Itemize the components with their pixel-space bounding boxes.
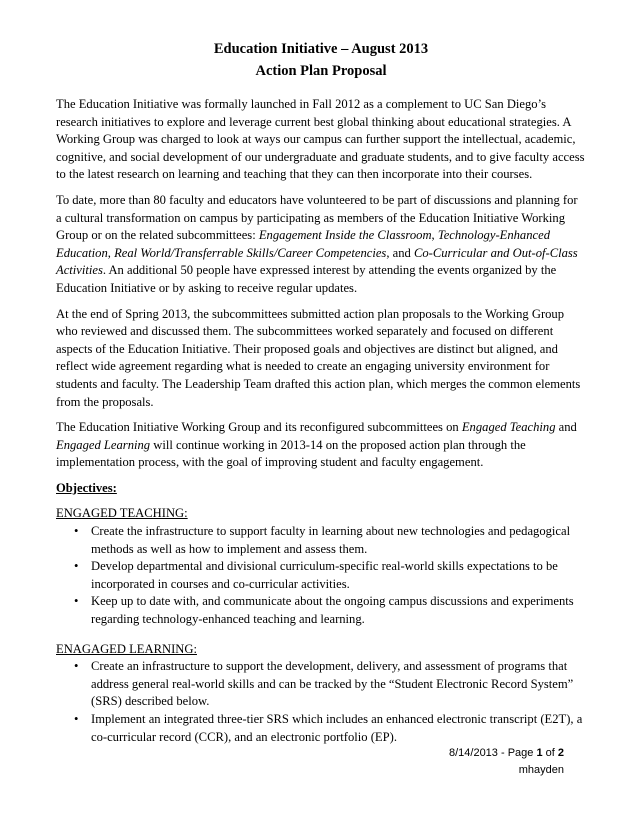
subcommittee-name: Engagement Inside the Classroom — [258, 228, 432, 243]
bullet-icon: • — [74, 712, 79, 726]
text-run: , and — [386, 245, 414, 260]
text-run: and — [555, 420, 577, 435]
list-item — [74, 593, 586, 628]
footer-author: mhayden — [518, 764, 564, 776]
list-item — [74, 711, 586, 746]
document-subtitle: Action Plan Proposal — [255, 63, 387, 79]
text-run: , — [107, 245, 115, 260]
subcommittee-name: Co-Curricular and Out-of-Class Activities — [56, 245, 578, 278]
list-item-text: Implement an integrated three-tier SRS which includes an enhanced electronic transcript (E2T), a co-curricular record (CCR), and an electronic portfolio (EP). — [91, 712, 583, 744]
bullet-icon: • — [74, 559, 79, 574]
engaged-learning-heading: ENAGAGED LEARNING: — [56, 641, 197, 656]
paragraph-intro: The Education Initiative was formally launched in Fall 2012 as a complement to UC San Diego’s research initiatives to explore and leverage current best global thinking about educational strategies. A Working Group was charged to look at ways our campus can further support the intellectual, academic, cognitive, and social development of our undergraduate and graduate students, and to give faculty access to the latest research on learning and teaching that they can then incorporate into their courses. — [56, 97, 585, 182]
subcommittee-name: Real World/Transferrable Skills/Career Competencies — [114, 245, 387, 260]
bullet-icon: • — [74, 659, 79, 674]
bullet-icon: • — [74, 594, 79, 609]
list-item-text: Develop departmental and divisional curriculum-specific real-world skills expectations to be incorporated in courses and co-curricular activities. — [91, 559, 558, 591]
list-item-text: Keep up to date with, and communicate about the ongoing campus discussions and experiments regarding technology-enhanced teaching and learning. — [91, 594, 574, 627]
page-footer — [449, 745, 564, 779]
list-item-text: Create the infrastructure to support faculty in learning about new technologies and pedagogical methods as well as how to implement and assess them. — [91, 524, 571, 556]
paragraph-proposals: At the end of Spring 2013, the subcommittees submitted action plan proposals to the Working Group who reviewed and discussed them. The subcommittees worked separately and focused on different aspects of the Education Initiative. Their proposed goals and objectives are distinct but aligned, and reflect wide agreement regarding what is needed to create an engaging university environment for students and faculty. The Leadership Team drafted this action plan, which merges the common elements from the proposals. — [56, 306, 581, 409]
engaged-learning-list — [56, 658, 586, 746]
footer-page-current: 1 — [536, 747, 543, 759]
list-item — [74, 658, 586, 711]
list-item — [74, 558, 586, 593]
paragraph-participation — [56, 192, 586, 298]
paragraph-continuation — [56, 419, 586, 472]
text-run: will continue working in 2013-14 on the proposed action plan through the implementation process, with the goal of improving student and faculty engagement. — [56, 437, 526, 470]
text-run: , — [431, 228, 438, 243]
footer-of: of — [542, 747, 558, 759]
subcommittee-name: Engaged Learning — [56, 437, 151, 452]
subcommittee-name: Engaged Teaching — [461, 420, 556, 435]
objectives-heading: Objectives: — [56, 480, 117, 495]
text-run: . An additional 50 people have expressed interest by attending the events organized by the Education Initiative or by asking to receive regular updates. — [56, 263, 557, 295]
text-run: To date, more than 80 faculty and educators have volunteered to be part of discussions and planning for a cultural transformation on campus by participating as members of the Education Initiative Working Group or on the related subcommittees: — [56, 192, 578, 243]
title-block — [56, 38, 586, 82]
bullet-icon: • — [74, 524, 79, 539]
engaged-teaching-list — [56, 523, 586, 629]
subcommittee-name: Technology-Enhanced Education — [56, 228, 550, 260]
footer-date: 8/14/2013 - Page — [448, 747, 537, 759]
document-title: Education Initiative – August 2013 — [213, 41, 429, 57]
footer-page-total: 2 — [557, 747, 564, 759]
document-page — [56, 38, 586, 758]
list-item-text: Create an infrastructure to support the development, delivery, and assessment of programs that address general real-world skills and can be tracked by the “Student Electronic Record System” (SRS) described below. — [91, 659, 574, 709]
list-item — [74, 523, 586, 558]
engaged-teaching-heading: ENGAGED TEACHING: — [56, 506, 188, 521]
footer-page-info — [449, 745, 564, 762]
text-run: The Education Initiative Working Group and its reconfigured subcommittees on — [56, 420, 462, 435]
